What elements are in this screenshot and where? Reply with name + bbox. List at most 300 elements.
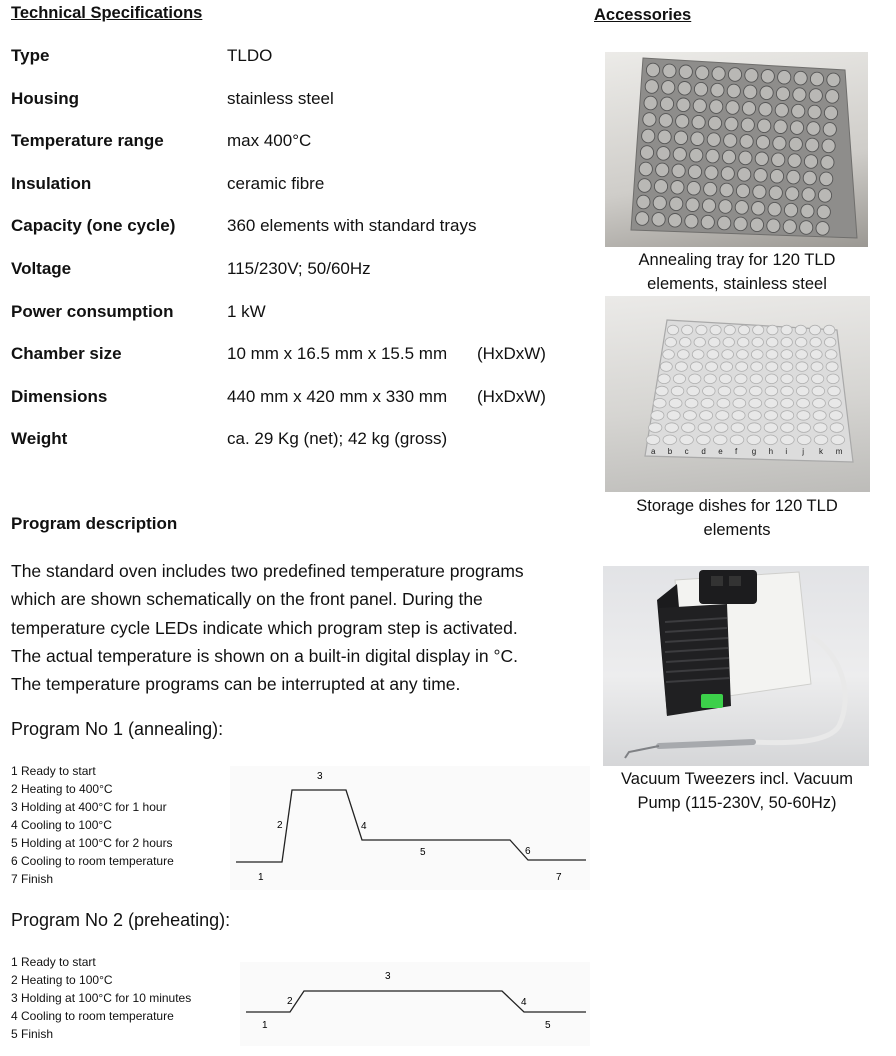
tray-hole	[686, 198, 699, 212]
tray-hole	[744, 85, 757, 99]
tray-hole	[760, 86, 773, 100]
tray-hole	[727, 84, 740, 98]
dish-well	[749, 398, 762, 408]
step-item: 6 Cooling to room temperature	[11, 854, 174, 868]
dish-well	[732, 411, 745, 421]
tray-hole	[636, 212, 649, 226]
dish-well	[649, 423, 662, 433]
step-item: 7 Finish	[11, 872, 54, 886]
tray-hole	[645, 80, 658, 94]
dish-well	[696, 325, 707, 335]
step-item: 5 Finish	[11, 1027, 54, 1041]
dish-well	[781, 423, 794, 433]
tray-hole	[759, 103, 772, 117]
tray-hole	[711, 83, 724, 97]
step-item: 5 Holding at 100°C for 2 hours	[11, 836, 173, 850]
dish-well	[671, 386, 684, 396]
spec-value: stainless steel	[227, 89, 334, 108]
spec-label: Dimensions	[11, 387, 108, 406]
tray-hole	[773, 136, 786, 150]
tray-hole	[809, 89, 822, 103]
spec-value: 360 elements with standard trays	[227, 216, 477, 235]
dish-well	[680, 435, 694, 445]
dish-well	[710, 325, 721, 335]
dish-well	[704, 374, 716, 384]
tray-hole	[752, 202, 765, 216]
tray-hole	[789, 137, 802, 151]
dish-well	[796, 350, 808, 360]
tray-hole	[806, 138, 819, 152]
tray-hole	[705, 166, 718, 180]
tray-hole	[701, 215, 714, 229]
dish-well	[764, 435, 778, 445]
dish-well	[653, 398, 666, 408]
tray-hole	[671, 181, 684, 195]
step-item: 3 Holding at 100°C for 10 minutes	[11, 991, 192, 1005]
tray-hole	[670, 197, 683, 211]
program2-label-4: 4	[521, 997, 527, 1008]
description-line: The standard oven includes two predefined temperature programs	[11, 561, 524, 581]
spec-value: ca. 29 Kg (net); 42 kg (gross)	[227, 429, 448, 448]
program1-label-3: 3	[317, 771, 323, 782]
tray-hole	[755, 152, 768, 166]
dish-well	[665, 337, 676, 347]
tray-hole	[653, 196, 666, 210]
dish-letter: m	[835, 447, 843, 456]
dish-well	[747, 435, 761, 445]
dish-well	[709, 337, 720, 347]
vacuum-pump-caption	[600, 767, 874, 815]
spec-value: ceramic fibre	[227, 174, 325, 193]
dish-letter: a	[651, 447, 656, 456]
tray-hole	[807, 122, 820, 136]
dish-well	[750, 374, 762, 384]
dish-well	[795, 325, 806, 335]
tray-hole	[654, 180, 667, 194]
spec-label: Voltage	[11, 259, 72, 278]
tray-hole	[790, 121, 803, 135]
dish-well	[824, 337, 835, 347]
dish-well	[682, 423, 695, 433]
tray-hole	[728, 68, 741, 82]
vacuum-pump-image	[603, 566, 869, 766]
tray-hole	[756, 136, 769, 150]
program2-steps	[11, 953, 191, 1043]
spec-label: Type	[11, 46, 50, 65]
tray-hole	[702, 199, 715, 213]
dish-well	[797, 398, 810, 408]
dish-well	[749, 386, 762, 396]
tray-hole	[646, 63, 659, 77]
dish-well	[651, 411, 664, 421]
dish-well	[796, 374, 808, 384]
tray-hole	[660, 97, 673, 111]
description-line: The actual temperature is shown on a built-in digital display in °C.	[11, 645, 518, 666]
storage-dish-caption	[601, 494, 873, 542]
dish-well	[717, 398, 730, 408]
step-item: 4 Cooling to room temperature	[11, 1009, 174, 1023]
spec-unit: (HxDxW)	[477, 344, 546, 363]
dish-well	[737, 350, 749, 360]
tray-hole	[788, 154, 801, 168]
tray-hole	[753, 185, 766, 199]
dish-well	[689, 374, 701, 384]
dish-well	[765, 398, 778, 408]
program1-steps	[11, 762, 174, 888]
tray-hole	[637, 195, 650, 209]
dish-well	[722, 350, 734, 360]
dish-well	[825, 350, 837, 360]
tray-hole	[827, 73, 840, 87]
tech-specs-heading: Technical Specifications	[11, 4, 203, 22]
tray-hole	[824, 106, 837, 120]
tray-hole	[738, 168, 751, 182]
dish-well	[828, 386, 841, 396]
dish-well	[731, 423, 744, 433]
dish-well	[700, 411, 713, 421]
dish-well	[733, 398, 746, 408]
caption-line: elements, stainless steel	[647, 275, 827, 293]
tray-hole	[810, 72, 823, 86]
dish-letter: f	[735, 447, 738, 456]
power-switch	[701, 694, 723, 708]
dish-well	[687, 386, 700, 396]
program2-diagram	[240, 962, 590, 1046]
tray-hole	[694, 82, 707, 96]
dish-well	[767, 325, 778, 335]
tray-hole	[652, 213, 665, 227]
dish-well	[796, 362, 808, 372]
tray-hole	[718, 216, 731, 230]
tray-hole	[696, 66, 709, 80]
dish-well	[734, 386, 747, 396]
tray-hole	[817, 205, 830, 219]
tray-hole	[769, 186, 782, 200]
dish-letter: i	[785, 447, 788, 456]
tray-hole	[688, 165, 701, 179]
dish-well	[781, 350, 793, 360]
tray-hole	[706, 149, 719, 163]
step-item: 1 Ready to start	[11, 955, 96, 969]
tray-hole	[643, 113, 656, 127]
dish-well	[766, 350, 778, 360]
tray-hole	[801, 204, 814, 218]
caption-line: Vacuum Tweezers incl. Vacuum	[620, 770, 853, 788]
tray-hole	[719, 200, 732, 214]
dish-well	[685, 398, 698, 408]
spec-value: TLDO	[227, 46, 273, 65]
tray-hole	[761, 70, 774, 84]
program2-label-5: 5	[545, 1020, 551, 1031]
dish-well	[814, 423, 827, 433]
dish-well	[753, 325, 764, 335]
tray-hole	[663, 64, 676, 78]
dish-well	[737, 337, 748, 347]
dish-well	[751, 362, 763, 372]
dish-well	[764, 423, 777, 433]
dish-well	[713, 435, 727, 445]
caption-line: Pump (115-230V, 50-60Hz)	[637, 794, 837, 812]
dish-well	[813, 398, 826, 408]
tray-hole	[816, 222, 829, 236]
tray-hole	[736, 184, 749, 198]
dish-well	[781, 411, 794, 421]
tray-hole	[758, 119, 771, 133]
tray-hole	[804, 155, 817, 169]
dish-well	[752, 337, 763, 347]
dish-well	[797, 423, 810, 433]
step-item: 2 Heating to 400°C	[11, 782, 113, 796]
tray-hole	[794, 71, 807, 85]
dish-well	[658, 374, 670, 384]
storage-dish-image	[605, 296, 870, 492]
pump-top-connector	[699, 570, 757, 604]
tray-hole	[725, 117, 738, 131]
spec-label: Temperature range	[11, 131, 164, 150]
dish-well	[673, 374, 685, 384]
spec-label: Weight	[11, 429, 68, 448]
dish-well	[663, 435, 677, 445]
program2-label-1: 1	[262, 1020, 268, 1031]
dish-well	[810, 337, 821, 347]
tray-hole	[808, 105, 821, 119]
dish-well	[781, 362, 793, 372]
tray-hole	[784, 203, 797, 217]
tray-hole	[793, 88, 806, 102]
spec-value: 440 mm x 420 mm x 330 mm	[227, 387, 448, 406]
tray-hole	[710, 100, 723, 114]
tray-hole	[767, 219, 780, 233]
tray-hole	[787, 170, 800, 184]
tray-hole	[775, 103, 788, 117]
tray-hole	[685, 214, 698, 228]
dish-well	[781, 337, 792, 347]
tray-hole	[659, 114, 672, 128]
dish-well	[764, 411, 777, 421]
dish-well	[781, 386, 794, 396]
program1-title: Program No 1 (annealing):	[11, 719, 224, 739]
dish-well	[826, 362, 838, 372]
dish-well	[703, 386, 716, 396]
dish-well	[646, 435, 660, 445]
tweezers-tip	[625, 746, 659, 758]
dish-well	[781, 374, 793, 384]
spec-unit: (HxDxW)	[477, 387, 546, 406]
tray-hole	[770, 169, 783, 183]
tray-hole	[754, 169, 767, 183]
dish-well	[827, 374, 839, 384]
tray-hole	[658, 130, 671, 144]
dish-well	[781, 398, 794, 408]
dish-well	[656, 386, 669, 396]
dish-letter: d	[701, 447, 706, 456]
program1-label-7: 7	[556, 872, 562, 883]
tray-hole	[822, 139, 835, 153]
dish-well	[813, 411, 826, 421]
dish-well	[812, 374, 824, 384]
storage-dish-photo	[605, 296, 870, 492]
description-line: which are shown schematically on the front panel. During the	[11, 589, 483, 610]
dish-well	[719, 374, 731, 384]
tray-hole	[821, 156, 834, 170]
dish-well	[814, 435, 828, 445]
vacuum-pump-photo	[603, 566, 869, 766]
dish-well	[748, 423, 761, 433]
tray-hole	[776, 87, 789, 101]
step-item: 3 Holding at 400°C for 1 hour	[11, 800, 167, 814]
tray-hole	[739, 151, 752, 165]
diagram-background	[230, 766, 590, 890]
dish-well	[721, 362, 733, 372]
dish-well	[765, 386, 778, 396]
tray-hole	[792, 104, 805, 118]
dish-well	[698, 423, 711, 433]
dish-well	[663, 350, 675, 360]
tray-hole	[708, 116, 721, 130]
tray-hole	[745, 69, 758, 83]
dish-well	[697, 435, 711, 445]
dish-well	[829, 411, 842, 421]
tray-hole	[674, 131, 687, 145]
dish-well	[723, 337, 734, 347]
dish-well	[738, 325, 749, 335]
spec-label: Power consumption	[11, 302, 174, 321]
spec-label: Capacity (one cycle)	[11, 216, 176, 235]
dish-well	[706, 362, 718, 372]
dish-well	[781, 435, 795, 445]
program1-label-2: 2	[277, 820, 283, 831]
dish-well	[677, 350, 689, 360]
tray-hole	[818, 189, 831, 203]
dish-well	[675, 362, 687, 372]
dish-well	[781, 325, 792, 335]
dish-letter: c	[684, 447, 689, 456]
tray-hole	[642, 129, 655, 143]
tray-hole	[803, 171, 816, 185]
dish-well	[669, 398, 682, 408]
dish-well	[683, 411, 696, 421]
dish-well	[667, 411, 680, 421]
caption-line: Storage dishes for 120 TLD	[636, 497, 838, 515]
dish-well	[766, 362, 778, 372]
annealing-tray-image	[605, 52, 868, 247]
dish-well	[690, 362, 702, 372]
connector-port	[711, 576, 723, 586]
dish-well	[797, 411, 810, 421]
spec-label: Chamber size	[11, 344, 122, 363]
spec-label: Housing	[11, 89, 79, 108]
dish-well	[796, 386, 809, 396]
annealing-tray-caption	[601, 248, 873, 296]
dish-letter: h	[768, 447, 774, 456]
tray-hole	[691, 132, 704, 146]
program1-diagram	[230, 766, 590, 890]
dish-letter: e	[718, 447, 723, 456]
program1-label-6: 6	[525, 846, 531, 857]
tray-hole	[783, 220, 796, 234]
dish-letter: k	[819, 447, 823, 456]
dish-well	[680, 337, 691, 347]
dish-well	[715, 423, 728, 433]
program1-label-1: 1	[258, 872, 264, 883]
tray-hole	[722, 150, 735, 164]
dish-well	[660, 362, 672, 372]
tray-hole	[826, 90, 839, 104]
tray-hole	[656, 163, 669, 177]
dish-well	[831, 435, 845, 445]
tray-hole	[687, 181, 700, 195]
dish-well	[724, 325, 735, 335]
program2-title: Program No 2 (preheating):	[11, 910, 231, 930]
dish-well	[730, 435, 744, 445]
tray-hole	[741, 118, 754, 132]
program-description-title: Program description	[11, 514, 178, 533]
tray-hole	[662, 81, 675, 95]
dish-well	[735, 374, 747, 384]
tray-hole	[820, 172, 833, 186]
dish-well	[765, 374, 777, 384]
step-item: 2 Heating to 100°C	[11, 973, 113, 987]
tray-hole	[668, 214, 681, 228]
dish-well	[716, 411, 729, 421]
dish-well	[830, 423, 843, 433]
tray-hole	[639, 162, 652, 176]
spec-value: 1 kW	[227, 302, 266, 321]
tray-hole	[673, 148, 686, 162]
spec-value: 115/230V; 50/60Hz	[227, 259, 371, 278]
dish-well	[824, 325, 835, 335]
tray-hole	[734, 217, 747, 231]
tray-hole	[712, 67, 725, 81]
tray-hole	[726, 101, 739, 115]
tray-hole	[640, 146, 653, 160]
tray-hole	[678, 82, 691, 96]
dish-well	[751, 350, 763, 360]
dish-letter: j	[802, 447, 804, 456]
step-item: 4 Cooling to 100°C	[11, 818, 112, 832]
step-item: 1 Ready to start	[11, 764, 96, 778]
program1-label-5: 5	[420, 847, 426, 858]
tray-hole	[692, 115, 705, 129]
tray-hole	[750, 218, 763, 232]
description-line: The temperature programs can be interrupted at any time.	[11, 674, 461, 695]
spec-label: Insulation	[11, 174, 92, 193]
spec-value: max 400°C	[227, 131, 312, 150]
tweezers-handle	[659, 742, 753, 746]
tray-hole	[740, 135, 753, 149]
connector-port	[729, 576, 741, 586]
tray-hole	[778, 70, 791, 84]
program2-label-3: 3	[385, 971, 391, 982]
dish-well	[809, 325, 820, 335]
accessories-heading: Accessories	[594, 6, 692, 24]
tray-hole	[679, 65, 692, 79]
annealing-tray-photo	[605, 52, 868, 247]
dish-well	[692, 350, 704, 360]
dish-well	[797, 435, 811, 445]
program1-label-4: 4	[361, 821, 367, 832]
dish-well	[694, 337, 705, 347]
tray-hole	[774, 120, 787, 134]
tray-hole	[768, 202, 781, 216]
tray-hole	[672, 164, 685, 178]
dish-well	[667, 325, 678, 335]
dish-well	[665, 423, 678, 433]
tray-hole	[823, 123, 836, 137]
dish-well	[811, 362, 823, 372]
dish-well	[736, 362, 748, 372]
tray-hole	[786, 187, 799, 201]
